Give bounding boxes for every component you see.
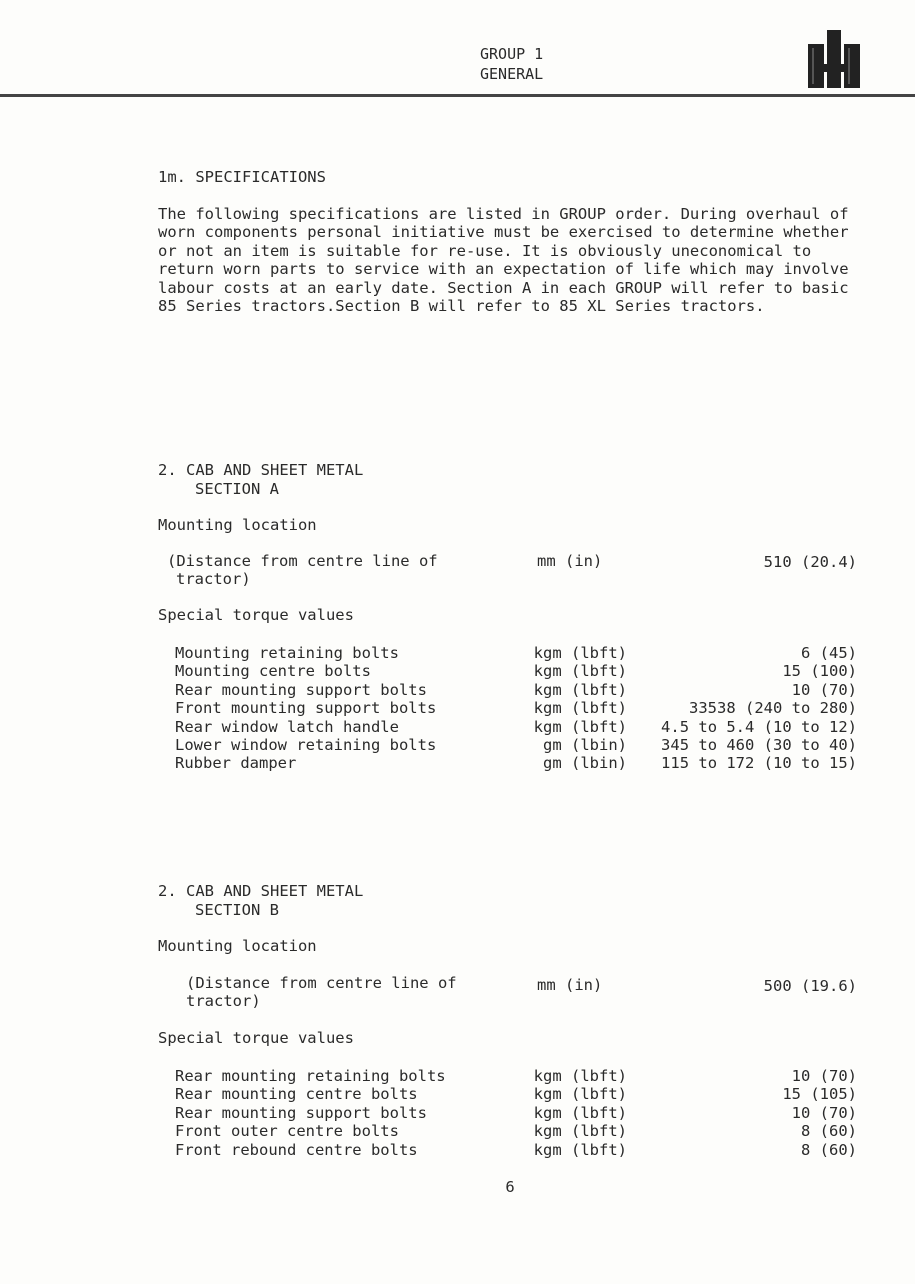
spec-heading: 1m. SPECIFICATIONS [158,168,326,186]
group-label: GROUP 1 [480,45,544,63]
section-b-title: 2. CAB AND SHEET METAL [158,882,364,900]
row-unit: kgm (lbft) [533,680,627,699]
section-a-distance-label: (Distance from centre line of [167,552,438,570]
row-unit: kgm (lbft) [533,1122,627,1141]
section-a-title: 2. CAB AND SHEET METAL [158,461,364,479]
row-name: Rear mounting support bolts [175,680,427,699]
row-value: 33538 (240 to 280) [689,699,857,718]
row-unit: kgm (lbft) [533,1140,627,1159]
section-b-mounting-label: Mounting location [158,937,317,955]
row-name: Rear mounting support bolts [175,1103,427,1122]
table-row [0,1104,915,1122]
section-b-distance-unit: mm (in) [537,976,603,994]
row-name: Rear window latch handle [175,717,399,736]
row-name: Mounting centre bolts [175,662,371,681]
section-a-distance-value: 510 (20.4) [763,553,857,571]
header-rule [0,94,915,97]
table-row [0,1141,915,1159]
row-name: Rear mounting retaining bolts [175,1067,446,1085]
paragraph-line: worn components personal initiative must be exercised to determine whether [158,223,849,242]
table-row [0,662,915,680]
row-unit: kgm (lbft) [533,1085,627,1104]
row-name: Front rebound centre bolts [175,1140,418,1159]
paragraph-line: or not an item is suitable for re-use. It is obviously uneconomical to [158,241,812,260]
row-value: 6 (45) [801,644,857,662]
table-row [0,754,915,772]
group-title: GENERAL [480,65,544,83]
row-value: 10 (70) [791,1103,857,1122]
row-value: 115 to 172 (10 to 15) [661,754,857,773]
section-b-distance-label-2: tractor) [186,992,261,1010]
section-a-distance-unit: mm (in) [537,552,603,570]
row-unit: kgm (lbft) [533,662,627,681]
row-unit: gm (lbin) [543,736,627,754]
section-b-torque-label: Special torque values [158,1029,354,1047]
row-unit: gm (lbin) [543,754,627,773]
paragraph-line: return worn parts to service with an expectation of life which may involve [158,260,849,279]
row-unit: kgm (lbft) [533,1103,627,1122]
row-value: 4.5 to 5.4 (10 to 12) [661,717,857,736]
paragraph-line: The following specifications are listed in GROUP order. During overhaul of [158,205,849,223]
row-unit: kgm (lbft) [533,644,627,662]
table-row [0,736,915,754]
section-b-subtitle: SECTION B [195,901,279,919]
row-value: 345 to 460 (30 to 40) [661,736,857,754]
paragraph-line: labour costs at an early date. Section A in each GROUP will refer to basic [158,278,849,297]
row-name: Rear mounting centre bolts [175,1085,418,1104]
row-name: Rubber damper [175,754,297,773]
row-name: Mounting retaining bolts [175,644,399,662]
row-unit: kgm (lbft) [533,717,627,736]
section-a-mounting-label: Mounting location [158,516,317,534]
spec-paragraph [158,205,858,315]
row-name: Lower window retaining bolts [175,736,437,754]
row-unit: kgm (lbft) [533,699,627,718]
table-row [0,1067,915,1085]
section-b-distance-label: (Distance from centre line of [186,974,457,992]
paragraph-line: 85 Series tractors.Section B will refer to 85 XL Series tractors. [158,297,765,316]
row-value: 10 (70) [791,1067,857,1085]
row-value: 15 (105) [782,1085,857,1104]
row-name: Front mounting support bolts [175,699,437,718]
row-name: Front outer centre bolts [175,1122,399,1141]
row-unit: kgm (lbft) [533,1067,627,1085]
page-number: 6 [505,1178,515,1196]
table-row [0,718,915,736]
row-value: 10 (70) [791,680,857,699]
ih-logo-icon [808,30,860,88]
section-a-torque-label: Special torque values [158,606,354,624]
table-row [0,681,915,699]
row-value: 15 (100) [782,662,857,681]
section-a-distance-label-2: tractor) [176,570,251,588]
table-row [0,699,915,717]
row-value: 8 (60) [801,1122,857,1141]
table-row [0,1085,915,1103]
table-row [0,1122,915,1140]
row-value: 8 (60) [801,1140,857,1159]
page-header [480,44,543,84]
section-b-distance-value: 500 (19.6) [763,977,857,995]
section-a-subtitle: SECTION A [195,480,279,498]
table-row [0,644,915,662]
